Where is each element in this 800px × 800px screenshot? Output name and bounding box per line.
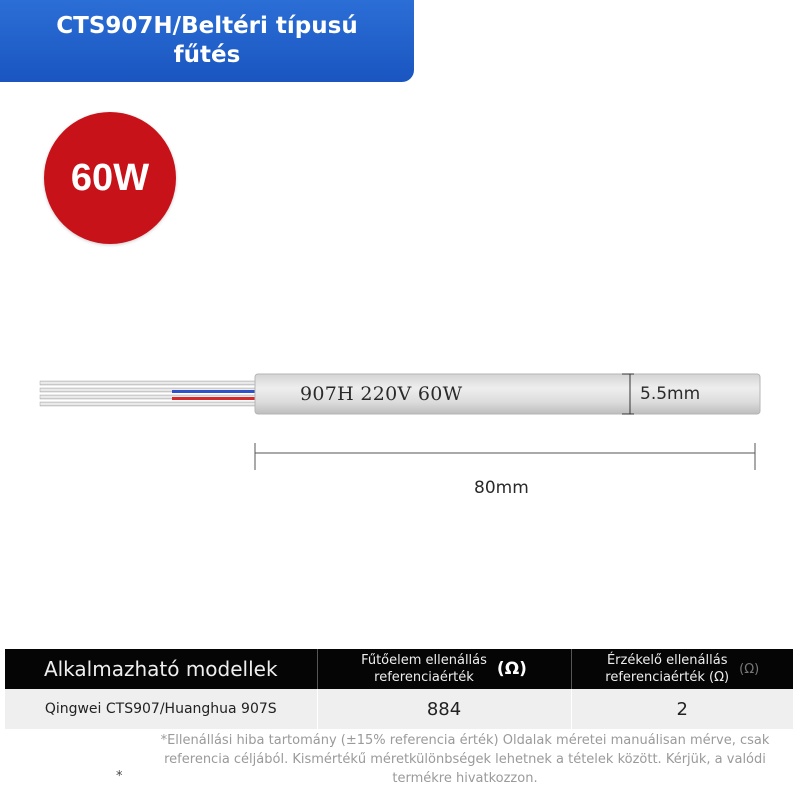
disclaimer-note: *Ellenállási hiba tartomány (±15% referencia érték) Oldalak méretei manuálisan mérve, csak referencia céljából. Kismértékű méretkülönbségek lehetnek a tételek között. Kérjük, a valódi termékre hivatkozzon. [160, 733, 770, 786]
header-sensor-line2: referenciaérték (Ω) [605, 670, 730, 685]
header-sensor-line1: Érzékelő ellenállás [606, 653, 728, 668]
ohm-unit-faint: (Ω) [739, 661, 760, 677]
spec-table [5, 649, 793, 729]
banner-title-line2: fűtés [173, 42, 241, 68]
note-bullet: * [116, 769, 123, 784]
header-models: Alkalmazható modellek [5, 649, 317, 689]
cell-sensor-resistance: 2 [571, 689, 793, 729]
red-wire [172, 397, 262, 400]
heater-illustration [0, 360, 800, 480]
blue-wire [172, 390, 262, 393]
header-heater-line2: referenciaérték [374, 670, 474, 685]
header-heater-resistance [317, 649, 571, 689]
banner-title-line1: CTS907H/Beltéri típusú [56, 13, 358, 39]
wattage-badge: 60W [44, 112, 176, 244]
length-dimension [255, 443, 755, 470]
header-sensor-resistance [571, 649, 793, 689]
ohm-unit: (Ω) [496, 658, 527, 679]
header-heater-line1: Fűtőelem ellenállás [361, 653, 487, 668]
cell-heater-resistance: 884 [317, 689, 571, 729]
table-header-row [5, 649, 793, 689]
heater-body-marking: 907H 220V 60W [300, 383, 463, 405]
table-row [5, 689, 793, 729]
length-label: 80mm [474, 478, 529, 498]
lead-wires [40, 381, 262, 406]
diameter-label: 5.5mm [640, 384, 701, 404]
title-banner [0, 0, 414, 82]
cell-model: Qingwei CTS907/Huanghua 907S [5, 689, 317, 729]
